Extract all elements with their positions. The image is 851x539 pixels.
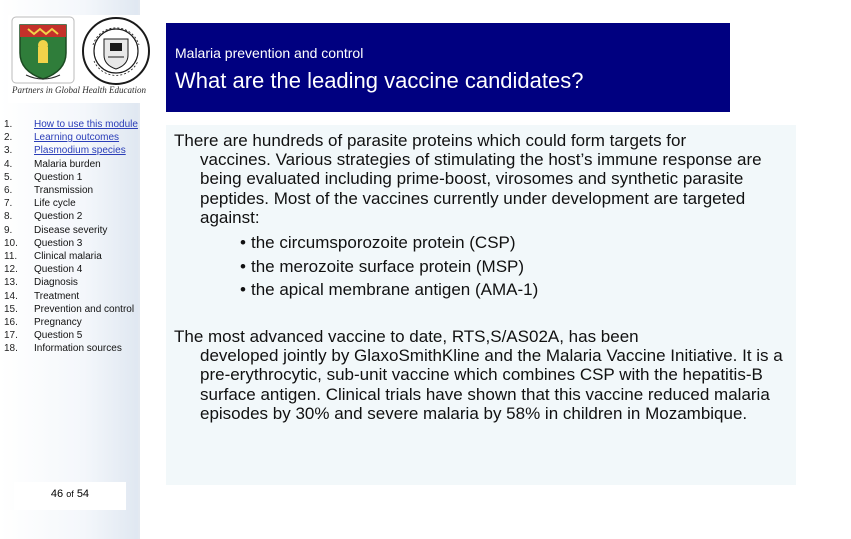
- nav-item-label[interactable]: Diagnosis: [34, 277, 78, 289]
- page-of: of: [66, 489, 74, 499]
- partners-caption: Partners in Global Health Education: [12, 85, 146, 95]
- nav-item-label[interactable]: Clinical malaria: [34, 251, 102, 263]
- nav-item[interactable]: [4, 131, 138, 144]
- section-subtitle: Malaria prevention and control: [175, 45, 364, 61]
- nav-item[interactable]: [4, 237, 138, 250]
- nav-item-number: 10.: [4, 237, 18, 249]
- nav-item-number: 11.: [4, 251, 18, 263]
- nav-item[interactable]: [4, 144, 138, 157]
- list-item-text: the apical membrane antigen (AMA-1): [251, 280, 539, 299]
- nav-item[interactable]: [4, 224, 138, 237]
- bullet-icon: •: [240, 256, 246, 276]
- nav-item-number: 4.: [4, 158, 13, 170]
- college-seal: [83, 18, 149, 84]
- list-item: [166, 231, 786, 255]
- paragraph-intro: [174, 131, 789, 227]
- nav-item-label[interactable]: Pregnancy: [34, 317, 82, 329]
- nav-item-number: 15.: [4, 303, 18, 315]
- nav-item-label[interactable]: Learning outcomes: [34, 132, 120, 144]
- nav-item-label[interactable]: How to use this module: [34, 119, 138, 130]
- partner-logos: [8, 15, 154, 87]
- list-item-text: the merozoite surface protein (MSP): [251, 256, 525, 276]
- list-item: [166, 255, 786, 279]
- nav-item-number: 7.: [4, 198, 13, 210]
- nav-item[interactable]: [4, 290, 138, 303]
- paragraph-intro-body: vaccines. Various strategies of stimulating the host’s immune response are being evaluated including prime-boost, virosomes and synthetic parasite peptides. Most of the vaccines currently under development are targeted against:: [200, 150, 762, 227]
- nav-item[interactable]: [4, 342, 138, 355]
- nav-item-label[interactable]: Question 3: [34, 237, 83, 249]
- nav-item-label[interactable]: Question 2: [34, 211, 83, 223]
- nav-item-number: 2.: [4, 132, 13, 144]
- nav-item[interactable]: [4, 316, 138, 329]
- nav-item[interactable]: [4, 197, 138, 210]
- nav-item-number: 12.: [4, 264, 18, 276]
- nav-item-label[interactable]: Treatment: [34, 290, 80, 302]
- module-navigation: [4, 118, 138, 356]
- paragraph-rtss: [174, 327, 789, 423]
- antigen-list: [166, 231, 786, 302]
- nav-item[interactable]: [4, 276, 138, 289]
- list-item: [166, 278, 786, 302]
- paragraph-intro-first-line: There are hundreds of parasite proteins which could form targets for: [174, 131, 687, 150]
- nav-item-number: 17.: [4, 330, 18, 342]
- content-panel: [166, 125, 796, 485]
- paragraph-rtss-body: developed jointly by GlaxoSmithKline and the Malaria Vaccine Initiative. It is a pre-erythrocytic, sub-unit vaccine which combines CSP with the hepatitis-B surface antigen. Clinical trials have shown that this vaccine reduced malaria episodes by 30% and severe malaria by 58% in children in Mozambique.: [200, 346, 783, 423]
- nav-item-number: 13.: [4, 277, 18, 289]
- crest-logo: [12, 17, 74, 83]
- nav-item-label[interactable]: Life cycle: [34, 198, 76, 210]
- nav-item-label[interactable]: Information sources: [34, 343, 122, 355]
- nav-item[interactable]: [4, 184, 138, 197]
- nav-item-number: 5.: [4, 171, 13, 183]
- nav-item-number: 3.: [4, 145, 13, 157]
- nav-item-number: 6.: [4, 185, 13, 197]
- nav-item-number: 8.: [4, 211, 13, 223]
- page-indicator: [14, 488, 126, 500]
- nav-item[interactable]: [4, 263, 138, 276]
- slide-title: What are the leading vaccine candidates?: [175, 68, 584, 93]
- page-current: 46: [50, 488, 64, 500]
- nav-item[interactable]: [4, 303, 138, 316]
- bullet-icon: •: [240, 233, 246, 252]
- nav-item-label[interactable]: Question 1: [34, 171, 83, 183]
- nav-item-label[interactable]: Question 5: [34, 330, 83, 342]
- paragraph-rtss-first-line: The most advanced vaccine to date, RTS,S/AS02A, has been: [174, 327, 639, 346]
- nav-item[interactable]: [4, 171, 138, 184]
- nav-item-label[interactable]: Prevention and control: [34, 303, 135, 315]
- nav-item[interactable]: [4, 118, 138, 131]
- page-total: 54: [76, 488, 90, 500]
- nav-item-label[interactable]: Malaria burden: [34, 158, 101, 170]
- bullet-icon: •: [240, 280, 246, 299]
- nav-item-number: 9.: [4, 224, 13, 236]
- nav-item[interactable]: [4, 329, 138, 342]
- nav-item-label[interactable]: Question 4: [34, 264, 83, 276]
- nav-item-number: 14.: [4, 290, 18, 302]
- slide-header: [166, 23, 730, 112]
- nav-item-label[interactable]: Disease severity: [34, 224, 108, 236]
- nav-item-number: 1.: [4, 119, 13, 130]
- nav-item[interactable]: [4, 250, 138, 263]
- nav-item[interactable]: [4, 158, 138, 171]
- nav-item-label[interactable]: Plasmodium species: [34, 145, 126, 157]
- nav-item-number: 18.: [4, 343, 18, 355]
- list-item-text: the circumsporozoite protein (CSP): [251, 233, 516, 252]
- nav-item[interactable]: [4, 210, 138, 223]
- nav-item-number: 16.: [4, 317, 18, 329]
- nav-item-label[interactable]: Transmission: [34, 185, 94, 197]
